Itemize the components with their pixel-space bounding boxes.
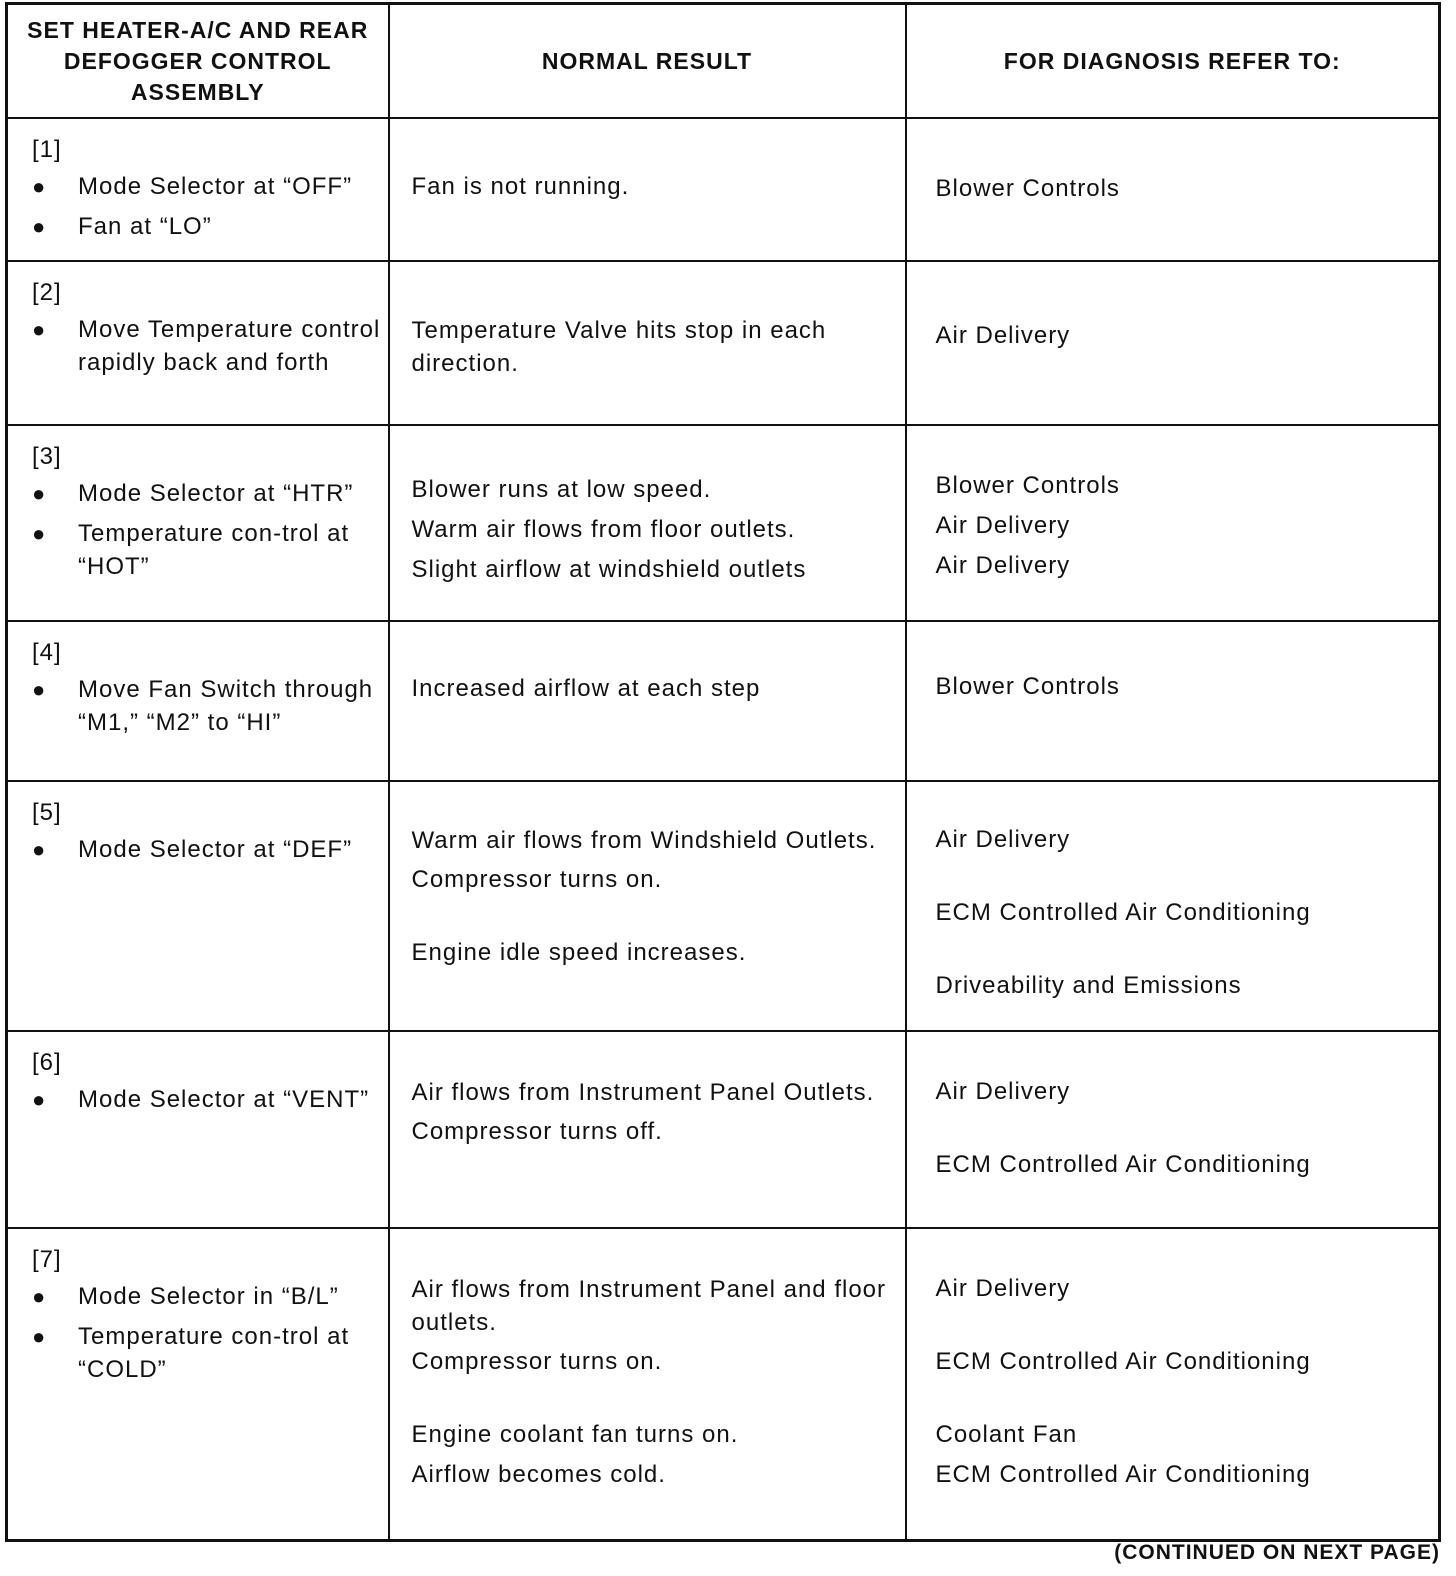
header-set-control: SET HEATER-A/C AND REAR DEFOGGER CONTROL ASSEMBLY <box>7 4 389 119</box>
step-number: [5] <box>32 799 62 826</box>
header-normal-result: NORMAL RESULT <box>389 4 906 119</box>
settings-cell <box>7 781 389 1031</box>
bullet-icon: ● <box>32 837 47 862</box>
settings-cell <box>7 1228 389 1540</box>
bullet-icon: ● <box>32 317 47 342</box>
reference-line: Air Delivery <box>935 1078 1071 1105</box>
setting-item: ● Mode Selector at “HTR” <box>32 477 384 510</box>
table-row <box>7 1031 1440 1228</box>
setting-item: ● Mode Selector in “B/L” <box>32 1280 384 1313</box>
result-cell <box>389 1031 906 1228</box>
result-line: Temperature Valve hits stop in each direction. <box>411 317 827 377</box>
step-number: [6] <box>32 1049 62 1076</box>
table-row <box>7 425 1440 621</box>
setting-item: ● Move Fan Switch through “M1,” “M2” to “HI” <box>32 673 384 739</box>
reference-cell <box>906 261 1440 425</box>
result-line: Increased airflow at each step <box>411 675 761 702</box>
result-line: Air flows from Instrument Panel and floor outlets. <box>411 1276 887 1336</box>
diagnosis-table <box>5 2 1441 1542</box>
table-row <box>7 781 1440 1031</box>
bullet-icon: ● <box>32 214 47 239</box>
bullet-icon: ● <box>32 521 47 546</box>
result-line: Airflow becomes cold. <box>411 1461 666 1488</box>
reference-line: Blower Controls <box>935 673 1120 700</box>
step-number: [1] <box>32 136 62 163</box>
bullet-icon: ● <box>32 1284 47 1309</box>
table-row <box>7 118 1440 261</box>
bullet-icon: ● <box>32 677 47 702</box>
setting-item: ● Mode Selector at “DEF” <box>32 833 384 866</box>
reference-cell <box>906 425 1440 621</box>
result-cell <box>389 425 906 621</box>
bullet-icon: ● <box>32 1324 47 1349</box>
result-line: Warm air flows from Windshield Outlets. <box>411 827 877 854</box>
reference-line: Coolant Fan <box>935 1421 1078 1448</box>
reference-cell <box>906 621 1440 781</box>
reference-cell <box>906 1228 1440 1540</box>
result-line: Engine coolant fan turns on. <box>411 1421 739 1448</box>
result-line: Engine idle speed increases. <box>411 939 747 966</box>
step-number: [7] <box>32 1246 62 1273</box>
result-cell <box>389 118 906 261</box>
settings-cell <box>7 425 389 621</box>
table-row <box>7 1228 1440 1540</box>
table-row <box>7 621 1440 781</box>
step-number: [4] <box>32 639 62 666</box>
result-line: Compressor turns on. <box>411 1348 663 1375</box>
setting-item: ● Temperature con-trol at “COLD” <box>32 1320 384 1386</box>
result-cell <box>389 1228 906 1540</box>
bullet-icon: ● <box>32 1087 47 1112</box>
result-line: Fan is not running. <box>411 173 630 200</box>
result-cell <box>389 781 906 1031</box>
reference-line: Air Delivery <box>935 1275 1071 1302</box>
reference-line: Blower Controls <box>935 472 1120 499</box>
reference-line: ECM Controlled Air Conditioning <box>935 899 1311 926</box>
reference-line: ECM Controlled Air Conditioning <box>935 1151 1311 1178</box>
header-diagnosis-ref: FOR DIAGNOSIS REFER TO: <box>906 4 1440 119</box>
reference-cell <box>906 781 1440 1031</box>
reference-line: Air Delivery <box>935 552 1071 579</box>
reference-cell <box>906 1031 1440 1228</box>
settings-cell <box>7 621 389 781</box>
result-cell <box>389 621 906 781</box>
result-line: Compressor turns on. <box>411 866 663 893</box>
setting-item: ● Mode Selector at “VENT” <box>32 1083 384 1116</box>
table-row <box>7 261 1440 425</box>
bullet-icon: ● <box>32 481 47 506</box>
settings-cell <box>7 261 389 425</box>
reference-line: Air Delivery <box>935 826 1071 853</box>
result-cell <box>389 261 906 425</box>
reference-line: ECM Controlled Air Conditioning <box>935 1461 1311 1488</box>
setting-item: ● Fan at “LO” <box>32 210 384 243</box>
result-line: Blower runs at low speed. <box>411 476 712 503</box>
settings-cell <box>7 1031 389 1228</box>
header-row <box>7 4 1440 119</box>
result-line: Slight airflow at windshield outlets <box>411 556 807 583</box>
step-number: [3] <box>32 443 62 470</box>
reference-line: Blower Controls <box>935 175 1120 202</box>
reference-line: ECM Controlled Air Conditioning <box>935 1348 1311 1375</box>
step-number: [2] <box>32 279 62 306</box>
result-line: Compressor turns off. <box>411 1118 663 1145</box>
setting-item: ● Mode Selector at “OFF” <box>32 170 384 203</box>
setting-item: ● Temperature con-trol at “HOT” <box>32 517 384 583</box>
reference-line: Driveability and Emissions <box>935 972 1242 999</box>
bullet-icon: ● <box>32 174 47 199</box>
result-line: Warm air flows from floor outlets. <box>411 516 796 543</box>
settings-cell <box>7 118 389 261</box>
reference-cell <box>906 118 1440 261</box>
continued-note: (CONTINUED ON NEXT PAGE) <box>1114 1541 1440 1564</box>
result-line: Air flows from Instrument Panel Outlets. <box>411 1079 875 1106</box>
reference-line: Air Delivery <box>935 322 1071 349</box>
reference-line: Air Delivery <box>935 512 1071 539</box>
setting-item: ● Move Temperature control rapidly back and forth <box>32 313 384 379</box>
